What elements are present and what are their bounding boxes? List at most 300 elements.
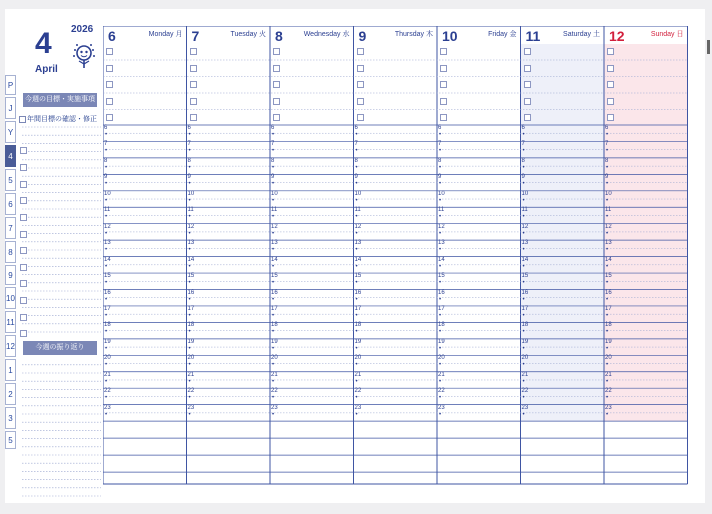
hour-number: 11 — [104, 207, 111, 214]
hour-number: 7 — [271, 141, 275, 148]
hour-label — [521, 256, 529, 270]
hour-label — [521, 371, 529, 385]
half-hour-dot: • — [188, 296, 191, 303]
hour-label — [438, 273, 445, 287]
month-tab-5[interactable]: 6 — [5, 193, 16, 215]
checkbox-icon[interactable] — [357, 81, 364, 88]
hour-number: 19 — [104, 338, 111, 345]
checkbox-icon[interactable] — [273, 98, 280, 105]
hour-label — [438, 174, 442, 188]
half-hour-dot: • — [105, 411, 108, 418]
half-hour-dot: • — [439, 395, 442, 402]
hour-number: 13 — [438, 240, 445, 247]
hour-label — [354, 388, 362, 402]
checkbox-icon[interactable] — [440, 48, 447, 55]
half-hour-dot: • — [105, 230, 108, 237]
half-hour-dot: • — [105, 345, 108, 352]
half-hour-dot: • — [272, 362, 275, 369]
hour-number: 8 — [187, 157, 191, 164]
half-hour-dot: • — [439, 345, 442, 352]
half-hour-dot: • — [606, 132, 609, 138]
checkbox-icon[interactable] — [106, 114, 113, 121]
weekly-goal-label: 今週の目標・実施事項 — [23, 93, 97, 107]
hour-label — [104, 240, 111, 254]
half-hour-dot: • — [522, 181, 525, 188]
half-hour-dot: • — [272, 411, 275, 418]
half-hour-dot: • — [606, 263, 609, 270]
hour-label — [187, 240, 195, 254]
hour-number: 14 — [521, 256, 529, 263]
hour-number: 11 — [271, 207, 278, 214]
half-hour-dot: • — [355, 214, 358, 221]
checkbox-icon[interactable] — [357, 98, 364, 105]
hour-number: 6 — [605, 125, 609, 131]
half-hour-dot: • — [439, 296, 442, 303]
hour-number: 13 — [187, 240, 195, 247]
checkbox-icon[interactable] — [357, 48, 364, 55]
half-hour-dot: • — [105, 362, 108, 369]
hour-number: 23 — [438, 404, 445, 411]
hour-label — [187, 289, 195, 303]
checkbox-icon[interactable] — [20, 231, 27, 238]
checkbox-icon[interactable] — [357, 114, 364, 121]
half-hour-dot: • — [606, 214, 609, 221]
hour-number: 19 — [521, 338, 529, 345]
month-tab-11[interactable]: 12 — [5, 335, 16, 357]
hour-label — [104, 256, 111, 270]
half-hour-dot: • — [355, 395, 358, 402]
hour-number: 6 — [521, 125, 525, 131]
hour-label — [354, 240, 362, 254]
half-hour-dot: • — [188, 411, 191, 418]
hour-number: 14 — [104, 256, 111, 263]
hour-number: 8 — [104, 157, 108, 164]
hour-label — [187, 141, 191, 155]
hour-number: 20 — [438, 355, 445, 362]
hour-number: 20 — [521, 355, 529, 362]
half-hour-dot: • — [355, 411, 358, 418]
hour-label — [104, 305, 111, 319]
hour-label — [605, 157, 609, 171]
hour-label — [104, 223, 111, 237]
half-hour-dot: • — [105, 148, 108, 155]
hour-number: 7 — [187, 141, 191, 148]
checkbox-icon[interactable] — [524, 81, 531, 88]
half-hour-dot: • — [439, 132, 442, 138]
checkbox-icon[interactable] — [440, 65, 447, 72]
half-hour-dot: • — [606, 411, 609, 418]
hour-number: 8 — [354, 157, 358, 164]
hour-number: 12 — [521, 223, 529, 230]
hour-label — [104, 141, 108, 155]
hour-number: 16 — [104, 289, 111, 296]
hour-label — [104, 355, 111, 369]
half-hour-dot: • — [355, 230, 358, 237]
hour-number: 12 — [605, 223, 612, 230]
day-name: Sunday 日 — [650, 31, 684, 38]
day-number: 7 — [191, 28, 200, 44]
month-tab-8[interactable]: 9 — [5, 265, 16, 285]
half-hour-dot: • — [606, 362, 609, 369]
hour-number: 7 — [438, 141, 442, 148]
hour-label — [605, 207, 612, 221]
month-tab-10[interactable]: 11 — [5, 311, 16, 333]
checkbox-icon[interactable] — [20, 297, 27, 304]
month-tab-14[interactable]: 3 — [5, 407, 16, 429]
half-hour-dot: • — [522, 378, 525, 385]
half-hour-dot: • — [272, 296, 275, 303]
hour-number: 6 — [104, 125, 108, 131]
hour-number: 21 — [187, 371, 195, 378]
scrollbar-thumb[interactable] — [707, 40, 710, 54]
checkbox-icon[interactable] — [20, 214, 27, 221]
checkbox-icon[interactable] — [607, 114, 614, 121]
day-name: Monday 月 — [148, 31, 183, 38]
half-hour-dot: • — [188, 148, 191, 155]
hour-label — [521, 223, 529, 237]
hour-number: 23 — [605, 404, 612, 411]
month-tab-12[interactable]: 1 — [5, 359, 16, 381]
day-number: 8 — [275, 28, 283, 44]
half-hour-dot: • — [522, 263, 525, 270]
checkbox-icon[interactable] — [106, 81, 113, 88]
checkbox-icon[interactable] — [524, 114, 531, 121]
hour-number: 7 — [605, 141, 609, 148]
checkbox-icon[interactable] — [273, 65, 280, 72]
checkbox-icon[interactable] — [607, 98, 614, 105]
checkbox-icon[interactable] — [607, 65, 614, 72]
hour-number: 12 — [104, 223, 111, 230]
hour-number: 9 — [104, 174, 108, 181]
hour-number: 7 — [354, 141, 358, 148]
hour-label — [104, 273, 111, 287]
hour-number: 10 — [521, 190, 529, 197]
hour-label — [521, 273, 529, 287]
hour-number: 20 — [354, 355, 362, 362]
checkbox-icon[interactable] — [607, 81, 614, 88]
hour-number: 10 — [438, 190, 445, 197]
hour-number: 15 — [104, 273, 111, 280]
checkbox-icon[interactable] — [524, 48, 531, 55]
hour-number: 17 — [187, 305, 195, 312]
hour-number: 18 — [605, 322, 612, 329]
hour-number: 17 — [521, 305, 529, 312]
half-hour-dot: • — [522, 280, 525, 287]
hour-number: 13 — [521, 240, 529, 247]
hour-label — [354, 338, 362, 352]
hour-number: 12 — [187, 223, 195, 230]
half-hour-dot: • — [439, 312, 442, 319]
checkbox-icon[interactable] — [273, 114, 280, 121]
day-name: Saturday 土 — [563, 31, 600, 38]
hour-number: 14 — [605, 256, 612, 263]
checkbox-icon[interactable] — [273, 81, 280, 88]
hour-number: 23 — [354, 404, 362, 411]
half-hour-dot: • — [188, 230, 191, 237]
hour-label — [354, 125, 358, 138]
hour-number: 18 — [271, 322, 278, 329]
checkbox-icon[interactable] — [106, 65, 113, 72]
hour-number: 19 — [187, 338, 195, 345]
hour-label — [354, 289, 362, 303]
hour-number: 8 — [521, 157, 525, 164]
hour-label — [521, 355, 529, 369]
hour-label — [271, 388, 278, 402]
hour-label — [521, 305, 529, 319]
checkbox-icon[interactable] — [440, 81, 447, 88]
half-hour-dot: • — [439, 230, 442, 237]
month-tab-4[interactable]: 5 — [5, 169, 16, 191]
hour-number: 6 — [438, 125, 442, 131]
half-hour-dot: • — [188, 345, 191, 352]
checkbox-icon[interactable] — [106, 48, 113, 55]
half-hour-dot: • — [522, 362, 525, 369]
hour-label — [271, 207, 278, 221]
half-hour-dot: • — [606, 296, 609, 303]
hour-number: 9 — [605, 174, 609, 181]
half-hour-dot: • — [522, 247, 525, 254]
hour-label — [187, 404, 195, 418]
checkbox-icon[interactable] — [524, 65, 531, 72]
hour-label — [438, 157, 442, 171]
hour-number: 16 — [187, 289, 195, 296]
hour-label — [605, 388, 612, 402]
half-hour-dot: • — [355, 247, 358, 254]
hour-label — [187, 322, 195, 336]
hour-label — [104, 190, 111, 204]
hour-label — [271, 256, 278, 270]
half-hour-dot: • — [105, 329, 108, 336]
half-hour-dot: • — [188, 378, 191, 385]
hour-label — [187, 207, 194, 221]
half-hour-dot: • — [188, 329, 191, 336]
half-hour-dot: • — [522, 197, 525, 204]
half-hour-dot: • — [105, 378, 108, 385]
half-hour-dot: • — [355, 296, 358, 303]
month-tab-1[interactable]: J — [5, 97, 16, 119]
hour-label — [605, 404, 612, 418]
hour-label — [438, 404, 445, 418]
hour-number: 12 — [271, 223, 278, 230]
hour-number: 9 — [271, 174, 275, 181]
half-hour-dot: • — [188, 197, 191, 204]
month-tab-0[interactable]: P — [5, 75, 16, 95]
hour-label — [354, 190, 362, 204]
half-hour-dot: • — [522, 148, 525, 155]
hour-label — [605, 273, 612, 287]
hour-number: 18 — [521, 322, 529, 329]
checkbox-icon[interactable] — [190, 81, 197, 88]
hour-number: 22 — [354, 388, 362, 395]
checkbox-icon[interactable] — [440, 114, 447, 121]
hour-label — [438, 322, 445, 336]
checkbox-icon[interactable] — [190, 114, 197, 121]
hour-label — [354, 355, 362, 369]
month-tab-9[interactable]: 10 — [5, 287, 16, 309]
hour-number: 15 — [271, 273, 278, 280]
hour-number: 23 — [521, 404, 529, 411]
hour-label — [521, 404, 529, 418]
half-hour-dot: • — [439, 214, 442, 221]
checkbox-icon[interactable] — [20, 247, 27, 254]
hour-number: 23 — [271, 404, 278, 411]
checkbox-icon[interactable] — [190, 98, 197, 105]
checkbox-icon[interactable] — [20, 314, 27, 321]
half-hour-dot: • — [188, 395, 191, 402]
month-tab-2[interactable]: Y — [5, 121, 16, 143]
hour-label — [271, 289, 278, 303]
hour-label — [187, 157, 191, 171]
half-hour-dot: • — [272, 395, 275, 402]
checkbox-icon[interactable] — [20, 280, 27, 287]
half-hour-dot: • — [439, 362, 442, 369]
half-hour-dot: • — [188, 362, 191, 369]
hour-label — [271, 190, 278, 204]
half-hour-dot: • — [439, 263, 442, 270]
hour-number: 21 — [605, 371, 612, 378]
hour-label — [104, 207, 111, 221]
hour-number: 18 — [104, 322, 111, 329]
hour-label — [521, 322, 529, 336]
day-number: 9 — [358, 28, 367, 44]
hour-number: 13 — [605, 240, 612, 247]
half-hour-dot: • — [272, 132, 275, 138]
planner-page — [5, 9, 705, 503]
hour-number: 9 — [521, 174, 525, 181]
hour-label — [271, 371, 278, 385]
hour-label — [104, 157, 108, 171]
hour-label — [271, 141, 275, 155]
hour-number: 15 — [605, 273, 612, 280]
half-hour-dot: • — [355, 378, 358, 385]
checkbox-icon[interactable] — [20, 197, 27, 204]
saturday-column-bg — [521, 44, 605, 421]
hour-number: 22 — [104, 388, 111, 395]
half-hour-dot: • — [105, 132, 108, 138]
hour-number: 16 — [521, 289, 529, 296]
hour-number: 10 — [605, 190, 612, 197]
month-tab-15[interactable]: 5 — [5, 431, 16, 449]
hour-number: 17 — [605, 305, 612, 312]
checkbox-icon[interactable] — [20, 181, 27, 188]
hour-number: 22 — [271, 388, 278, 395]
hour-number: 18 — [187, 322, 195, 329]
month-tab-7[interactable]: 8 — [5, 241, 16, 263]
hour-number: 21 — [438, 371, 445, 378]
hour-label — [605, 190, 612, 204]
hour-label — [187, 371, 195, 385]
hour-number: 10 — [104, 190, 111, 197]
half-hour-dot: • — [522, 329, 525, 336]
checkbox-icon[interactable] — [524, 98, 531, 105]
hour-label — [438, 388, 445, 402]
checkbox-icon[interactable] — [273, 48, 280, 55]
hour-label — [271, 338, 278, 352]
hour-label — [605, 240, 612, 254]
checkbox-icon[interactable] — [20, 147, 27, 154]
hour-label — [187, 174, 191, 188]
hour-number: 21 — [271, 371, 278, 378]
day-number: 11 — [525, 28, 541, 44]
hour-number: 11 — [605, 207, 612, 214]
half-hour-dot: • — [355, 362, 358, 369]
checkbox-icon[interactable] — [20, 264, 27, 271]
hour-label — [605, 141, 609, 155]
month-tab-6[interactable]: 7 — [5, 217, 16, 239]
hour-number: 11 — [187, 207, 194, 214]
hour-number: 10 — [271, 190, 278, 197]
checkbox-icon[interactable] — [20, 164, 27, 171]
half-hour-dot: • — [105, 247, 108, 254]
hour-label — [187, 273, 195, 287]
hour-label — [605, 289, 612, 303]
hour-number: 14 — [271, 256, 278, 263]
hour-label — [271, 223, 278, 237]
hour-label — [605, 371, 612, 385]
hour-label — [605, 355, 612, 369]
hour-number: 8 — [271, 157, 275, 164]
hour-label — [605, 174, 609, 188]
hour-number: 12 — [354, 223, 362, 230]
hour-label — [104, 338, 111, 352]
sunday-column-bg — [604, 44, 688, 421]
hour-number: 6 — [187, 125, 191, 131]
half-hour-dot: • — [606, 181, 609, 188]
checkbox-icon[interactable] — [607, 48, 614, 55]
hour-label — [354, 322, 362, 336]
checkbox-icon[interactable] — [20, 330, 27, 337]
checkbox-icon[interactable] — [440, 98, 447, 105]
half-hour-dot: • — [522, 395, 525, 402]
hour-label — [521, 190, 529, 204]
checkbox-icon[interactable] — [190, 48, 197, 55]
hour-number: 15 — [187, 273, 195, 280]
checkbox-icon[interactable] — [190, 65, 197, 72]
hour-label — [187, 223, 195, 237]
hour-number: 19 — [605, 338, 612, 345]
hour-label — [271, 240, 278, 254]
hour-number: 17 — [438, 305, 445, 312]
checkbox-icon[interactable] — [357, 65, 364, 72]
half-hour-dot: • — [272, 247, 275, 254]
month-tab-13[interactable]: 2 — [5, 383, 16, 405]
hour-label — [438, 355, 445, 369]
hour-number: 22 — [187, 388, 195, 395]
half-hour-dot: • — [105, 181, 108, 188]
half-hour-dot: • — [439, 164, 442, 171]
hour-number: 23 — [104, 404, 111, 411]
hour-number: 22 — [605, 388, 612, 395]
hour-number: 8 — [438, 157, 442, 164]
half-hour-dot: • — [606, 395, 609, 402]
half-hour-dot: • — [105, 395, 108, 402]
half-hour-dot: • — [439, 148, 442, 155]
checkbox-icon[interactable] — [106, 98, 113, 105]
hour-number: 18 — [354, 322, 362, 329]
hour-label — [354, 174, 358, 188]
day-name: Thursday 木 — [394, 31, 433, 38]
half-hour-dot: • — [606, 197, 609, 204]
hour-number: 7 — [104, 141, 108, 148]
month-tab-3[interactable]: 4 — [5, 145, 16, 167]
half-hour-dot: • — [439, 181, 442, 188]
half-hour-dot: • — [188, 181, 191, 188]
half-hour-dot: • — [188, 164, 191, 171]
hour-number: 9 — [438, 174, 442, 181]
half-hour-dot: • — [355, 312, 358, 319]
hour-label — [605, 256, 612, 270]
hour-number: 22 — [438, 388, 445, 395]
